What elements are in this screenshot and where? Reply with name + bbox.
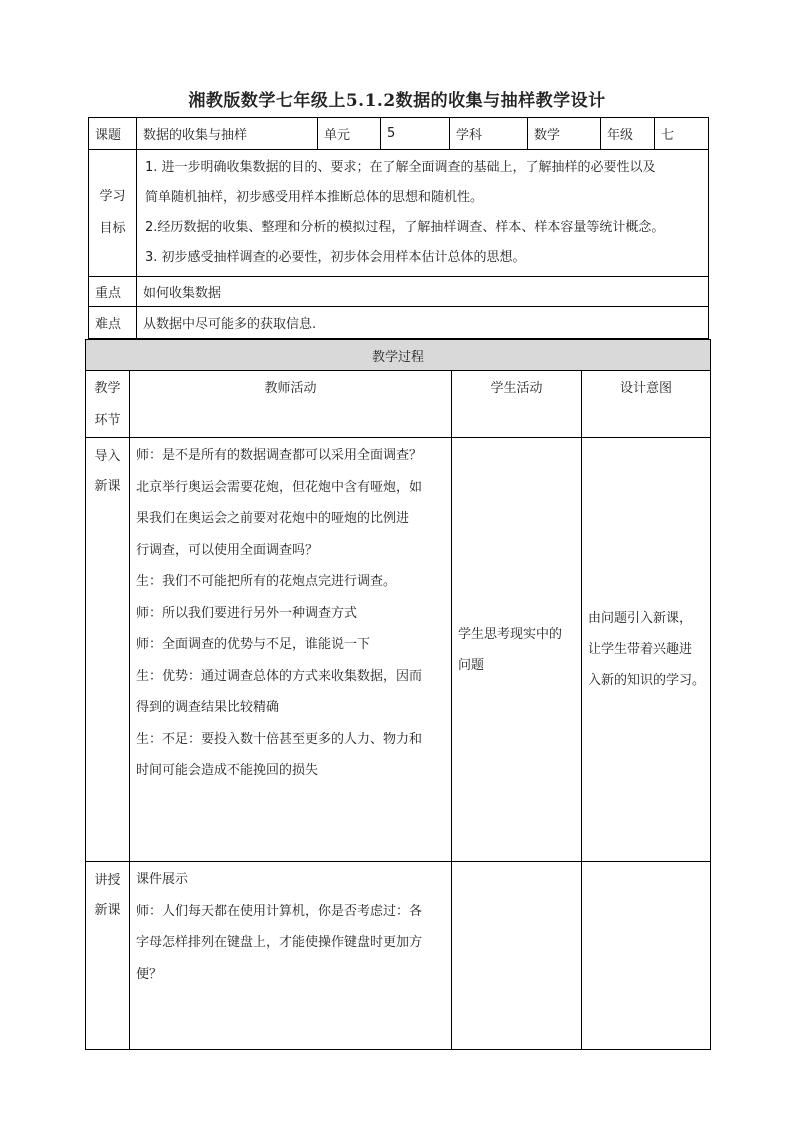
process-header: 教学过程 xyxy=(86,340,711,371)
teacher-line: 果我们在奥运会之前要对花炮中的哑炮的比例进 xyxy=(136,511,410,526)
goals-label-line1: 学习 xyxy=(99,189,126,204)
grade-value: 七 xyxy=(655,118,709,150)
teacher-activity xyxy=(130,862,452,1050)
teacher-line: 生：不足：要投入数十倍甚至更多的人力、物力和 xyxy=(136,731,423,747)
design-intent xyxy=(582,438,711,862)
topic-value: 数据的收集与抽样 xyxy=(137,118,318,150)
teacher-line: 生：优势：通过调查总体的方式来收集数据，因而 xyxy=(136,668,423,684)
teacher-line: 时间可能会造成不能挽回的损失 xyxy=(136,763,319,778)
teacher-line: 师：所以我们要进行另外一种调查方式 xyxy=(136,605,358,621)
teacher-line: 师：人们每天都在使用计算机，你是否考虑过：各 xyxy=(136,903,423,919)
process-header-row xyxy=(86,340,711,371)
stage-line2: 新课 xyxy=(94,479,121,494)
design-column-header: 设计意图 xyxy=(582,371,711,438)
teacher-line: 师：是不是所有的数据调查都可以采用全面调查？ xyxy=(136,448,423,463)
subject-label: 学科 xyxy=(450,118,528,150)
teacher-line: 生：我们不可能把所有的花炮点完进行调查。 xyxy=(136,574,397,589)
student-line: 问题 xyxy=(458,657,485,673)
design-line: 让学生带着兴趣进 xyxy=(588,642,693,657)
document-title: 湘教版数学七年级上5.1.2数据的收集与抽样教学设计 xyxy=(188,91,606,111)
goals-label-line2: 目标 xyxy=(99,221,126,236)
student-line: 学生思考现实中的 xyxy=(458,626,563,642)
teacher-line: 便？ xyxy=(136,966,163,982)
stage-line2: 新课 xyxy=(94,903,121,918)
stage-header-line1: 教学 xyxy=(94,381,121,396)
goals-label xyxy=(89,150,137,277)
goals-row xyxy=(89,150,709,277)
difficulty-value: 从数据中尽可能多的获取信息. xyxy=(137,307,709,339)
teacher-activity xyxy=(130,438,452,862)
unit-value: 5 xyxy=(381,118,450,150)
process-table xyxy=(85,339,711,1050)
process-row-intro xyxy=(86,438,711,862)
student-activity xyxy=(452,438,582,862)
goal-line: 2.经历数据的收集、整理和分析的模拟过程，了解抽样调查、样本、样本容量等统计概念。 xyxy=(145,220,665,235)
teacher-line: 课件展示 xyxy=(136,872,189,887)
teacher-line: 字母怎样排列在键盘上，才能使操作键盘时更加方 xyxy=(136,935,423,950)
teacher-column-header: 教师活动 xyxy=(130,371,452,438)
design-line: 由问题引入新课， xyxy=(588,611,693,626)
info-table xyxy=(88,117,709,339)
difficulty-row xyxy=(89,307,709,339)
stage-column-header xyxy=(86,371,130,438)
key-point-row xyxy=(89,277,709,307)
difficulty-label: 难点 xyxy=(89,307,137,339)
goal-line: 1. 进一步明确收集数据的目的、要求；在了解全面调查的基础上，了解抽样的必要性以及 xyxy=(145,160,656,175)
stage-line1: 讲授 xyxy=(94,873,121,888)
student-column-header: 学生活动 xyxy=(452,371,582,438)
design-line: 入新的知识的学习。 xyxy=(588,673,706,688)
student-activity xyxy=(452,862,582,1050)
stage-cell xyxy=(86,862,130,1050)
subject-value: 数学 xyxy=(528,118,601,150)
key-point-label: 重点 xyxy=(89,277,137,307)
goals-content xyxy=(137,150,709,277)
stage-line1: 导入 xyxy=(94,449,121,464)
design-intent xyxy=(582,862,711,1050)
info-row xyxy=(89,118,709,150)
teacher-line: 师：全面调查的优势与不足，谁能说一下 xyxy=(136,637,371,652)
stage-cell xyxy=(86,438,130,862)
teacher-line: 行调查，可以使用全面调查吗？ xyxy=(136,542,319,558)
key-point-value: 如何收集数据 xyxy=(137,277,709,307)
grade-label: 年级 xyxy=(601,118,655,150)
goal-line: 3. 初步感受抽样调查的必要性，初步体会用样本估计总体的思想。 xyxy=(145,250,526,265)
goal-line: 简单随机抽样，初步感受用样本推断总体的思想和随机性。 xyxy=(145,190,484,205)
process-row-lecture xyxy=(86,862,711,1050)
column-header-row xyxy=(86,371,711,438)
teacher-line: 得到的调查结果比较精确 xyxy=(136,700,280,715)
teacher-line: 北京举行奥运会需要花炮，但花炮中含有哑炮，如 xyxy=(136,479,423,495)
stage-header-line2: 环节 xyxy=(94,413,121,428)
unit-label: 单元 xyxy=(318,118,381,150)
topic-label: 课题 xyxy=(89,118,137,150)
